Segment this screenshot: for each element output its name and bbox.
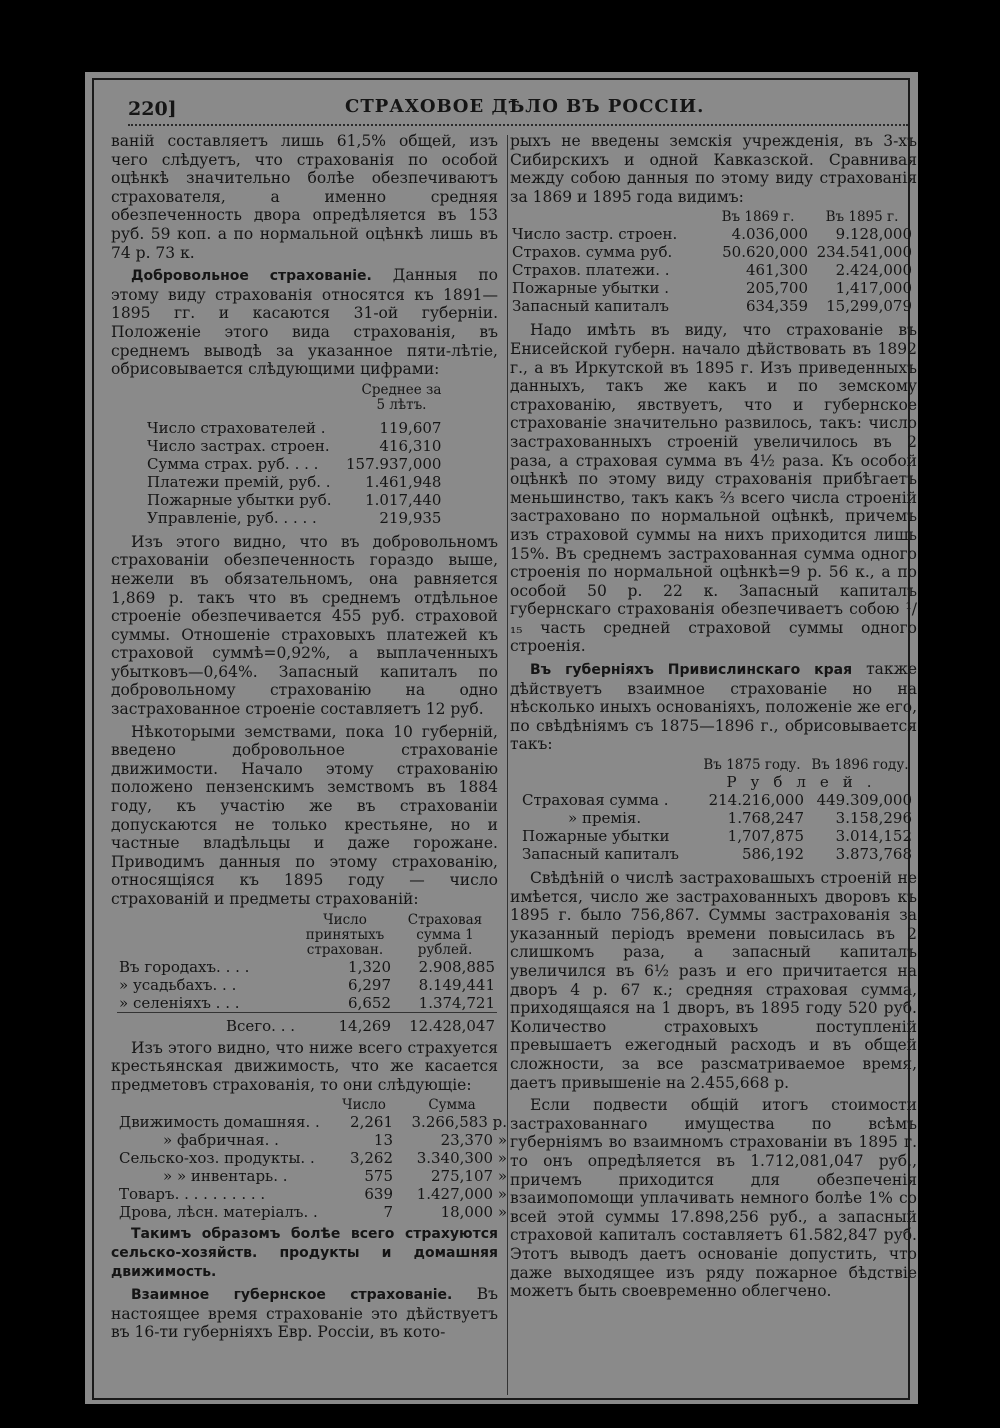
table-row: Сельско-хоз. продукты. . 3,262 3.340,300 » [119, 1149, 507, 1168]
table-row: Запасный капиталъ 634,359 15,299,079 [512, 297, 912, 316]
paragraph: Изъ этого видно, что въ добровольномъ страхованіи обезпеченность гораздо выше, нежели въ обязательномъ, она равняется 1,869 р. такъ что въ среднемъ отдѣльное строеніе обезпечивается 455 руб. страховой суммы. Отношеніе страховыхъ платежей къ страховой суммѣ=0,92%, а выплаченныхъ убытковъ—0,64%. Запасный капиталъ по добровольному страхованію на одно застрахованное строеніе составляетъ 12 руб. [111, 532, 498, 719]
vistula-region-table [520, 758, 914, 863]
voluntary-insurance-table [145, 383, 443, 527]
column-header: 5 лѣтъ. [376, 396, 427, 413]
paragraph: Добровольное страхованіе. Данныя по этому виду страхованія относятся къ 1891—1895 гг. и касаются 31-ой губерніи. Положеніе этого вида страхованія, въ среднемъ выводѣ за указанное пяти-лѣтіе, обрисовывается слѣдующими цифрами: [111, 266, 498, 379]
table-row: Пожарные убытки руб. 1.017,440 [147, 490, 442, 509]
paragraph: Изъ этого видно, что ниже всего страхуется крестьянская движимость, что же касается предметовъ страхованія, то они слѣдующіе: [111, 1038, 498, 1094]
running-title: СТРАХОВОЕ ДѢЛО ВЪ РОССІИ. [345, 96, 705, 117]
table-row: Пожарные убытки 1,707,875 3.014,152 [522, 827, 912, 846]
table-row: Страхов. сумма руб. 50.620,000 234.541,000 [512, 243, 912, 262]
section-heading: Взаимное губернское страхованіе. [131, 1287, 453, 1304]
table-row: Страхов. платежи. . 461,300 2.424,000 [512, 261, 912, 280]
column-header: Сумма [428, 1097, 476, 1114]
page-number: 220] [128, 98, 177, 120]
paragraph: ваній составляетъ лишь 61,5% общей, изъ чего слѣдуетъ, что страхованія по особой оцѣнкѣ значительно болѣе обезпечиваютъ страхователя, а именно средняя обезпеченность двора опредѣляется въ 153 руб. 59 коп. а по нормальной оцѣнкѣ лишь въ 74 р. 73 к. [111, 132, 498, 262]
table-row: Запасный капиталъ 586,192 3.873,768 [522, 845, 912, 864]
table-total-row: Всего. . . 14,269 12.428,047 [117, 1012, 497, 1035]
paragraph: Свѣдѣній о числѣ застраховашыхъ строеній не имѣется, число же застрахованныхъ дворовъ къ 1895 г. было 756,867. Суммы застрахованія за указанный періодъ времени повысилась въ 2 слишкомъ раза, а запасный капиталъ увеличился въ 6½ разъ и его причитается на дворъ 4 р. 67 к.; средняя страховая сумма, приходящаяся на 1 дворъ, въ 1895 году 520 руб. Количество страховыхъ поступленій превышаетъ ежегодный расходъ и въ общей сложности, за все разсматриваемое время, даетъ привышеніе на 2.455,668 р. [510, 869, 917, 1092]
table-row: Платежи премій, руб. . 1.461,948 [147, 472, 442, 491]
paragraph: Въ губерніяхъ Привислинскаго края также дѣйствуетъ взаимное страхованіе но на нѣсколько иныхъ основаніяхъ, положеніе же его, по свѣдѣніямъ съ 1875—1896 г., обрисовывается такъ: [510, 660, 917, 754]
column-header: Въ 1896 году. [811, 757, 909, 774]
column-header: Число принятыхъ страхован. [305, 911, 385, 958]
table-row: Число застр. строен. 4.036,000 9.128,000 [512, 225, 912, 244]
table-row: Страховая сумма . 214.216,000 449.309,000 [522, 791, 912, 810]
paragraph: Если подвести общій итогъ стоимости застрахованнаго имущества по всѣмъ губерніямъ во взаимномъ страхованіи въ 1895 г. то онъ опредѣляется въ 1.712,081,047 руб., причемъ приходится для обезпеченія взаимопомощи уплачивать немного болѣе 1% со всей этой суммы 17.898,256 руб., а запасный страховой капиталъ составляетъ 61.582,847 руб. Этотъ выводъ даетъ основаніе допустить, что даже выходящее изъ ряду пожарное бѣдствіе можетъ быть своевременно облегчено. [510, 1096, 917, 1301]
column-header: Число [342, 1097, 386, 1114]
table-row: Сумма страх. руб. . . . 157.937,000 [147, 454, 442, 473]
movable-property-table [117, 913, 497, 1035]
table-row: Движимость домашняя. . 2,261 3.266,583 р. [119, 1113, 507, 1132]
paragraph: Нѣкоторыми земствами, пока 10 губерній, введено добровольное страхованіе движимости. Начало этому страхованію положено пензенскимъ земствомъ въ 1884 году, къ участію же въ страхованіи допускаются не только крестьяне, но и частные владѣльцы и даже горожане. Приводимъ данныя по этому страхованію, относящіяся къ 1895 году — число страхованій и предметы страхованій: [111, 722, 498, 908]
column-header: Въ 1875 году. [703, 757, 801, 774]
table-row: » премія. 1.768,247 3.158,296 [568, 809, 912, 828]
table-row: » усадьбахъ. . . 6,297 8.149,441 [119, 975, 495, 994]
mutual-insurance-table [510, 210, 914, 315]
table-row: » » инвентарь. . 575 275,107 » [163, 1167, 507, 1186]
section-heading: Въ губерніяхъ Привислинскаго края [530, 662, 853, 679]
paragraph: Взаимное губернское страхованіе. Въ настоящее время страхованіе это дѣйствуетъ въ 16-ти губерніяхъ Евр. Россіи, въ кото- [111, 1285, 498, 1342]
paragraph: Такимъ образомъ болѣе всего страхуются сельско-хозяйств. продукты и домашняя движимость. [111, 1226, 498, 1280]
paragraph: рыхъ не введены земскія учрежденія, въ 3-хъ Сибирскихъ и одной Кавказской. Сравнивая между собою данныя по этому виду страхованія за 1869 и 1895 года видимъ: [510, 132, 917, 206]
header-rule [128, 124, 908, 126]
table-row: » селеніяхъ . . . 6,652 1.374,721 [119, 993, 495, 1012]
paragraph: Надо имѣть въ виду, что страхованіе въ Енисейской губерн. начало дѣйствовать въ 1892 г., а въ Иркутской въ 1895 г. Изъ приведенныхъ данныхъ, такъ же какъ и по земскому страхованію, явствуетъ, что и губернское страхованіе значительно развилось, такъ: число застрахованныхъ строеній увеличилось въ 2 раза, а страховая сумма въ 4½ раза. Къ особой оцѣнкѣ по этому виду страхованія прибѣгаетъ меньшинство, такъ какъ ⅔ всего числа строеній застраховано по нормальной оцѣнкѣ, причемъ изъ страховой суммы на нихъ приходится лишь 15%. Въ среднемъ застрахованная сумма одного строенія по нормальной оцѣнкѣ=9 р. 56 к., а по особой 50 р. 22 к. Запасный капиталъ губернскаго страхованія обезпечиваетъ собою ¹/₁₅ часть средней страховой суммы одного строенія. [510, 321, 917, 656]
table-row: Пожарные убытки . 205,700 1,417,000 [512, 279, 912, 298]
table-row: Число застрах. строен. 416,310 [147, 436, 442, 455]
left-column [111, 132, 507, 1346]
column-header: Въ 1895 г. [825, 209, 899, 226]
table-row: Управленіе, руб. . . . . 219,935 [147, 508, 442, 527]
insured-items-table [117, 1098, 509, 1221]
table-row: Дрова, лѣсн. матеріалъ. . 7 18,000 » [119, 1203, 507, 1222]
table-row: Товаръ. . . . . . . . . . 639 1.427,000 » [119, 1185, 507, 1204]
table-row: » фабричная. . 13 23,370 » [163, 1131, 507, 1150]
table-row: Число страхователей . 119,607 [147, 418, 442, 437]
column-header: Среднее за [361, 381, 442, 398]
section-heading: Добровольное страхованіе. [131, 268, 372, 285]
unit-label: Рублей. [726, 773, 886, 792]
column-header: Въ 1869 г. [721, 209, 795, 226]
column-header: Страховая сумма 1 рублей. [407, 911, 483, 958]
right-column [510, 132, 917, 1305]
table-row: Въ городахъ. . . . 1,320 2.908,885 [119, 957, 495, 976]
